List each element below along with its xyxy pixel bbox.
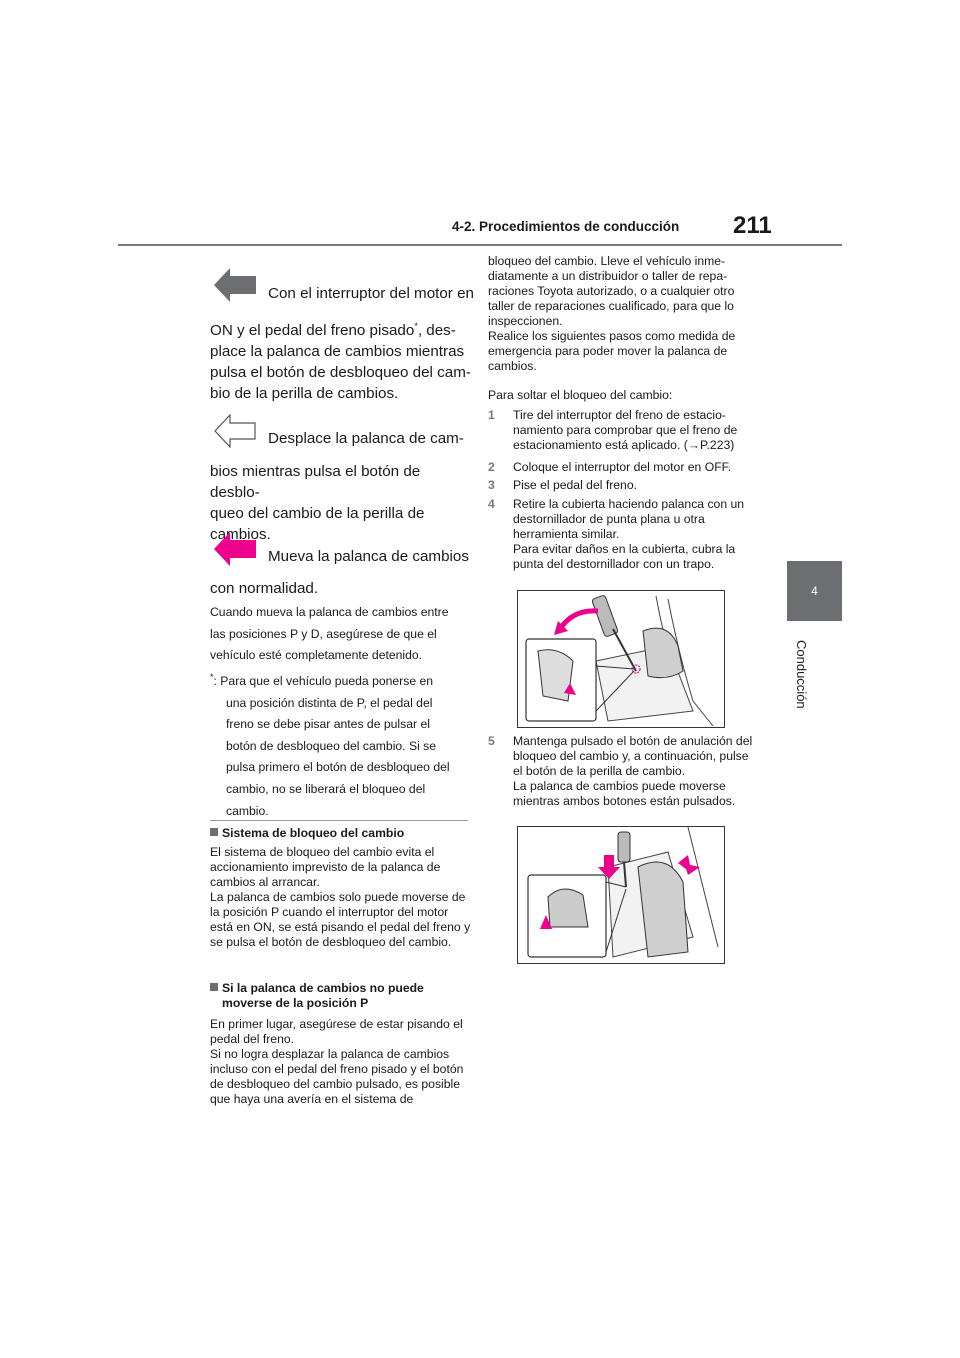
square-bullet-icon: [210, 983, 218, 991]
para1: ON y el pedal del freno pisado*, des- place la palanca de cambios mientras pulsa el botón de desbloqueo del cam- bio de la perilla de cambios.: [210, 321, 471, 403]
figure-press-buttons: [517, 826, 725, 964]
figure-remove-cover: [517, 590, 725, 728]
step-2: 2 Coloque el interruptor del motor en OFF.: [488, 460, 732, 474]
chapter-tab: 4: [787, 561, 842, 621]
arrow-left-gray-icon: [214, 268, 256, 302]
step-3: 3 Pise el pedal del freno.: [488, 478, 637, 492]
step-1: 1 Tire del interruptor del freno de estacio-namiento para comprobar que el freno de estacionamiento está aplicado. (→P.223): [488, 408, 738, 452]
para3: con normalidad.: [210, 580, 319, 597]
para2: bios mientras pulsa el botón de desblo- queo del cambio de la perilla de cambios.: [210, 463, 425, 543]
sec2-title: Si la palanca de cambios no puede moverse de la posición P: [210, 981, 424, 1011]
chapter-title: Conducción: [794, 640, 809, 709]
shift-lever-screwdriver-illustration: [518, 591, 724, 727]
arrow-left-outline-icon: [214, 414, 256, 448]
right-continuation: bloqueo del cambio. Lleve el vehículo inme-diatamente a un distribuidor o taller de repa-raciones Toyota autorizado, o a cualquier otro taller de reparaciones cualificado, para que lo inspeccionen. Realice los siguientes pasos como medida de emergencia para poder mover la palanca de cambios.: [488, 254, 736, 373]
sec1-body: El sistema de bloqueo del cambio evita el accionamiento imprevisto de la palanca de cambios al arrancar. La palanca de cambios solo puede moverse de la posición P cuando el interruptor del motor está en ON, se está pisando el pedal del freno y se pulsa el botón de desbloqueo del cambio.: [210, 845, 471, 949]
arrow3-text: Mueva la palanca de cambios: [268, 548, 469, 565]
section-divider: [210, 820, 468, 821]
step-4: 4 Retire la cubierta haciendo palanca con un destornillador de punta plana u otra herramienta similar. Para evitar daños en la cubierta, cubra la punta del destornillador con un trapo.: [488, 497, 745, 571]
square-bullet-icon: [210, 828, 218, 836]
header-rule: [118, 244, 842, 246]
arrow-left-magenta-icon: [214, 532, 256, 566]
sec1-title: Sistema de bloqueo del cambio: [210, 826, 404, 841]
caution-note: Cuando mueva la palanca de cambios entre las posiciones P y D, asegúrese de que el vehículo esté completamente detenido.: [210, 605, 449, 663]
page-number: 211: [733, 212, 772, 239]
step-5: 5 Mantenga pulsado el botón de anulación del bloqueo del cambio y, a continuación, pulse el botón de la perilla de cambio. La palanca de cambios puede moverse mientras ambos botones están pulsados.: [488, 734, 753, 808]
sec2-body: En primer lugar, asegúrese de estar pisando el pedal del freno. Si no logra desplazar la palanca de cambios incluso con el pedal del freno pisado y el botón de desbloqueo del cambio pulsado, es posible que haya una avería en el sistema de: [210, 1017, 464, 1106]
arrow2-text: Desplace la palanca de cam-: [268, 430, 464, 447]
arrow1-text: Con el interruptor del motor en: [268, 285, 474, 302]
footnote: *: Para que el vehículo pueda ponerse en una posición distinta de P, el pedal del freno se debe pisar antes de pulsar el botón de desbloqueo del cambio. Si se pulsa primero el botón de desbloqueo del cambio, no se liberará el bloqueo del cambio.: [210, 672, 450, 818]
section-title: 4-2. Procedimientos de conducción: [452, 219, 680, 234]
steps-intro: Para soltar el bloqueo del cambio:: [488, 388, 673, 402]
shift-override-illustration: [518, 827, 724, 963]
